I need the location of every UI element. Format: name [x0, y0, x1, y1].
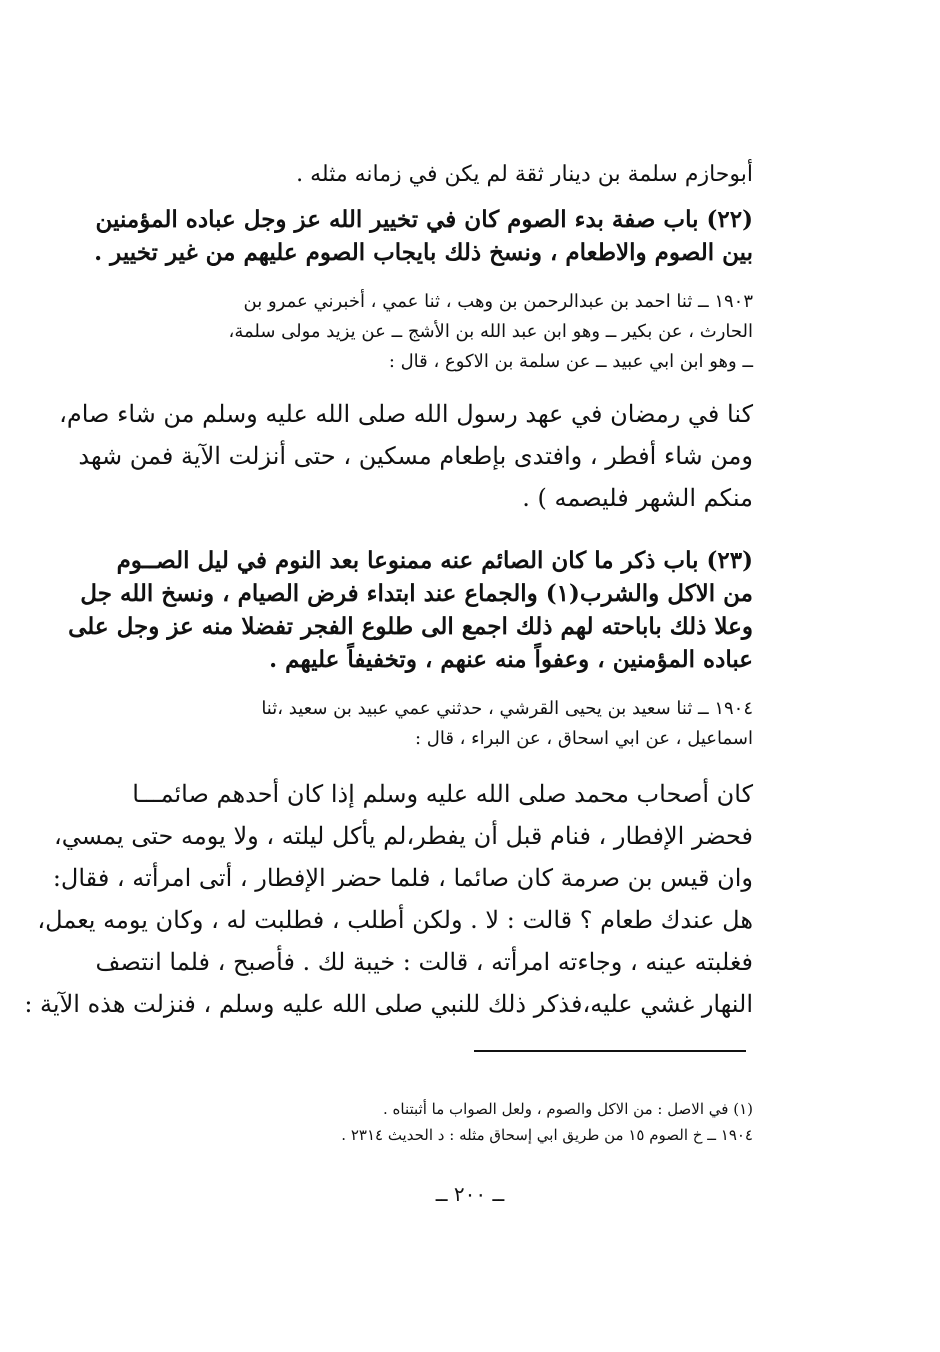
- text-line: أبوحازم سلمة بن دينار ثقة لم يكن في زمانه مثله .: [296, 162, 753, 187]
- heading-line: عباده المؤمنين ، وعفواً منه عنهم ، وتخفيفاً عليهم .: [269, 646, 753, 673]
- heading-line: (٢٢) باب صفة بدء الصوم كان في تخيير الله عز وجل عباده المؤمنين: [95, 206, 753, 233]
- chain-line: ١٩٠٣ ــ ثنا احمد بن عبدالرحمن بن وهب ، ثنا عمي ، أخبرني عمرو بن: [243, 291, 753, 312]
- heading-line: وعلا ذلك باباحته لهم ذلك اجمع الى طلوع الفجر تفضلا منه عز وجل على: [68, 613, 753, 640]
- body-line: فغلبته عينه ، وجاءته امرأته ، قالت : خيبة لك . فأصبح ، فلما انتصف: [95, 948, 753, 976]
- body-line: منكم الشهر فليصمه ) .: [522, 484, 753, 512]
- footnote-divider: [474, 1050, 746, 1052]
- chain-line: ١٩٠٤ ــ ثنا سعيد بن يحيى القرشي ، حدثني عمي عبيد بن سعيد ،ثنا: [261, 698, 753, 719]
- heading-line: من الاكل والشرب(١) والجماع عند ابتداء فرض الصيام ، ونسخ الله جل: [80, 580, 753, 607]
- footnotes: [220, 1096, 753, 1148]
- heading-line: (٢٣) باب ذكر ما كان الصائم عنه ممنوعا بعد النوم في ليل الصــوم: [116, 547, 753, 574]
- intro-line: [108, 160, 753, 190]
- chain-line: اسماعيل ، عن ابي اسحاق ، عن البراء ، قال :: [414, 728, 753, 749]
- hadith-text-1903: [59, 393, 753, 519]
- body-line: وان قيس بن صرمة كان صائما ، فلما حضر الإفطار ، أتى امرأته ، فقال:: [52, 864, 753, 892]
- heading-line: بين الصوم والاطعام ، ونسخ ذلك بايجاب الصوم عليهم من غير تخيير .: [94, 239, 753, 266]
- footnote-line: ١٩٠٤ ــ خ الصوم ١٥ من طريق ابي إسحاق مثله : د الحديث ٢٣١٤ .: [341, 1126, 753, 1144]
- body-line: فحضر الإفطار ، فنام قبل أن يفطر،لم يأكل ليلته ، ولا يومه حتى يمسي،: [53, 822, 753, 850]
- body-line: ومن شاء أفطر ، وافتدى بإطعام مسكين ، حتى أنزلت الآية فمن شهد: [78, 442, 753, 470]
- hadith-chain-1904: [108, 694, 753, 754]
- body-line: كان أصحاب محمد صلى الله عليه وسلم إذا كان أحدهم صائمـــا: [132, 780, 753, 808]
- hadith-chain-1903: [108, 287, 753, 377]
- page-number: ــ ٢٠٠ ــ: [435, 1182, 505, 1206]
- hadith-text-1904: [24, 773, 753, 1025]
- footnote-line: (١) في الاصل : من الاكل والصوم ، ولعل الصواب ما أثبتناه .: [383, 1100, 753, 1118]
- body-line: هل عندك طعام ؟ قالت : لا . ولكن أطلب ، فطلبت له ، وكان يومه يعمل،: [37, 906, 753, 934]
- body-line: كنا في رمضان في عهد رسول الله صلى الله عليه وسلم من شاء صام،: [59, 400, 753, 428]
- body-line: النهار غشي عليه،فذكر ذلك للنبي صلى الله عليه وسلم ، فنزلت هذه الآية :: [24, 990, 753, 1018]
- chain-line: الحارث ، عن بكير ــ وهو ابن عبد الله بن الأشج ــ عن يزيد مولى سلمة،: [228, 321, 753, 342]
- chapter-heading-22: [94, 203, 753, 269]
- chapter-heading-23: [68, 544, 753, 676]
- chain-line: ــ وهو ابن ابي عبيد ــ عن سلمة بن الاكوع ، قال :: [388, 351, 753, 372]
